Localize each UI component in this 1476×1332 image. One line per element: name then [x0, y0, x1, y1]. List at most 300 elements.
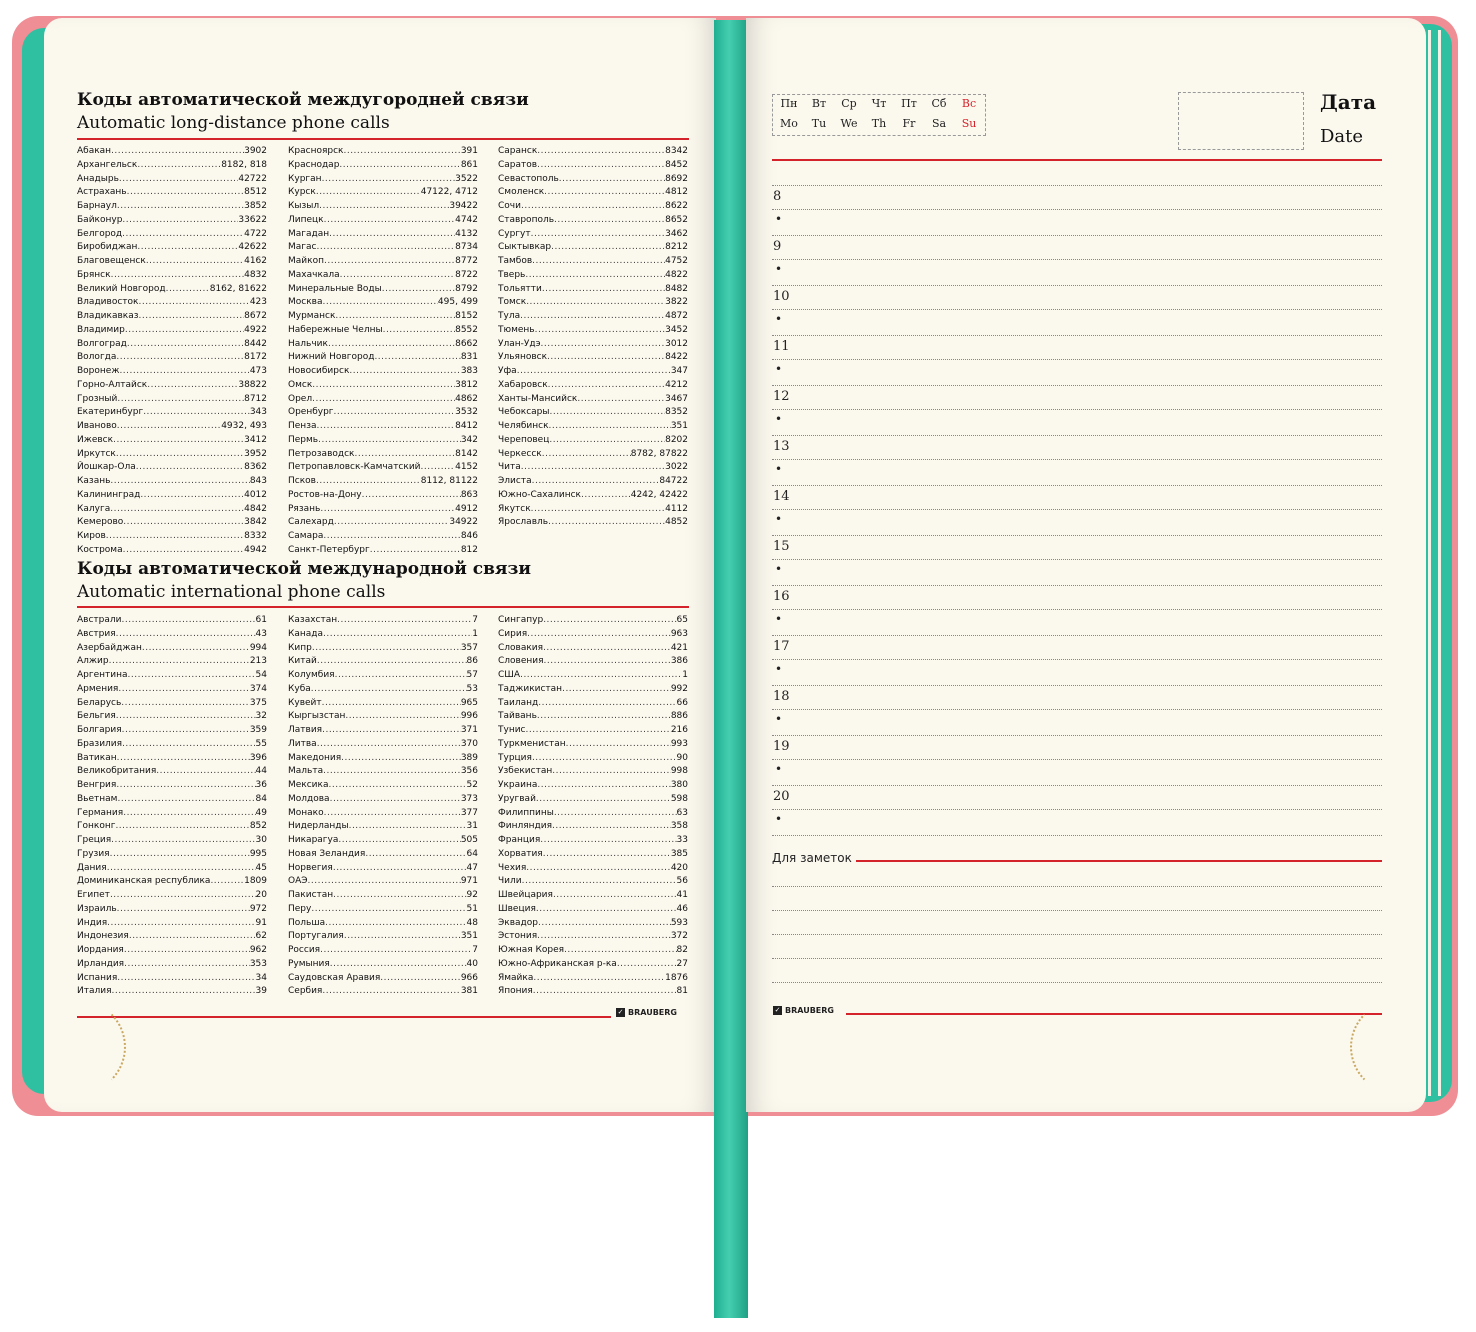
location-name: Пакистан — [288, 890, 334, 900]
dial-code: 42622 — [238, 242, 267, 253]
location-name: Киров — [77, 531, 106, 541]
dial-code: 4242, 42422 — [630, 489, 688, 500]
code-entry — [77, 889, 267, 903]
location-name: Смоленск — [498, 187, 545, 198]
dot-leader — [325, 917, 466, 931]
dial-code: 81 — [676, 986, 688, 997]
dial-code: 61 — [255, 615, 267, 625]
dot-leader — [312, 642, 461, 656]
code-entry — [288, 200, 478, 214]
location-name: Чебоксары — [498, 407, 550, 418]
location-name: Владикавказ — [77, 311, 139, 321]
code-entry — [288, 269, 478, 283]
dot-leader — [544, 655, 671, 669]
dot-leader — [536, 793, 671, 807]
location-name: Кемерово — [77, 517, 124, 528]
dot-leader — [335, 310, 455, 324]
location-name: Нижний Новгород — [288, 352, 375, 363]
dial-code: 965 — [460, 697, 478, 708]
location-name: Кувейт — [288, 697, 322, 708]
weekday-mo: Mo — [780, 117, 798, 130]
dot-leader — [549, 406, 665, 420]
dot-leader — [322, 173, 456, 187]
location-name: Молдова — [288, 793, 330, 804]
dot-leader — [543, 642, 671, 656]
location-name: Венгрия — [77, 780, 117, 790]
weekday-ср: Ср — [841, 97, 857, 110]
location-name: Грузия — [77, 848, 110, 859]
dot-leader — [122, 228, 244, 242]
dot-leader — [137, 159, 221, 173]
location-name: Саратов — [498, 159, 538, 170]
code-entry — [77, 159, 267, 173]
code-entry — [498, 475, 688, 489]
location-name: Кызыл — [288, 201, 320, 211]
dot-leader — [113, 434, 244, 448]
location-name: Филиппины — [498, 807, 554, 818]
location-name: Португалия — [288, 931, 344, 942]
code-entry — [288, 683, 478, 697]
hour-label: 16 — [773, 589, 790, 604]
domestic-rule — [77, 138, 689, 140]
dial-code: 48 — [466, 917, 478, 928]
location-name: Болгария — [77, 725, 122, 735]
location-name: Благовещенск — [77, 256, 146, 266]
ruled-line — [772, 559, 1382, 560]
code-entry — [498, 944, 688, 958]
hour-label: 9 — [773, 239, 782, 254]
dot-leader — [123, 544, 244, 558]
dot-leader — [329, 779, 467, 793]
dial-code: 8362 — [244, 462, 267, 473]
location-name: Никарагуа — [288, 835, 339, 845]
half-hour-bullet: • — [775, 612, 783, 626]
code-entry — [77, 214, 267, 228]
code-entry — [288, 530, 478, 544]
dial-code: 8552 — [455, 324, 478, 335]
dial-code: 831 — [460, 352, 478, 363]
hour-label: 11 — [773, 339, 790, 354]
code-entry — [498, 393, 688, 407]
dial-code: 84 — [255, 793, 267, 804]
code-entry — [288, 944, 478, 958]
code-entry — [288, 655, 478, 669]
dot-leader — [324, 214, 455, 228]
dial-code: 92 — [466, 890, 478, 900]
dial-code: 962 — [249, 945, 267, 955]
weekday-fr: Fr — [902, 117, 916, 130]
half-hour-bullet: • — [775, 462, 783, 476]
dial-code: 3012 — [665, 338, 688, 349]
schedule-top-rule — [772, 159, 1382, 161]
dot-leader — [527, 628, 671, 642]
dot-leader — [517, 365, 671, 379]
hour-label: 10 — [773, 289, 790, 304]
dial-code: 843 — [249, 476, 267, 486]
location-name: Эквадор — [498, 917, 538, 928]
location-name: Ханты-Мансийск — [498, 393, 578, 404]
code-entry — [77, 697, 267, 711]
location-name: Мальта — [288, 766, 324, 777]
location-name: Великий Новгород — [77, 283, 166, 294]
dot-leader — [112, 985, 256, 999]
dial-code: 36 — [255, 780, 267, 790]
location-name: Уругвай — [498, 793, 536, 804]
code-entry — [288, 145, 478, 159]
code-entry — [77, 958, 267, 972]
code-entry — [77, 985, 267, 999]
ruled-line — [772, 459, 1382, 460]
dot-leader — [554, 214, 665, 228]
location-name: Азербайджан — [77, 642, 142, 653]
location-name: Улан-Удэ — [498, 338, 541, 349]
dial-code: 370 — [460, 738, 478, 749]
code-entry — [498, 516, 688, 530]
dot-leader — [111, 834, 255, 848]
notes-ruled-line — [772, 982, 1382, 983]
dot-leader — [122, 214, 238, 228]
location-name: Краснодар — [288, 159, 340, 170]
dial-code: 593 — [670, 917, 688, 928]
dial-code: 3952 — [244, 448, 267, 459]
location-name: Россия — [288, 945, 321, 955]
dial-code: 996 — [460, 711, 478, 722]
location-name: Южно-Сахалинск — [498, 489, 581, 500]
hour-label: 19 — [773, 739, 790, 754]
dot-leader — [374, 351, 460, 365]
dot-leader — [538, 917, 671, 931]
location-name: Астрахань — [77, 187, 127, 198]
code-entry — [498, 903, 688, 917]
dial-code: 381 — [460, 986, 478, 997]
location-name: Узбекистан — [498, 766, 553, 777]
dial-code: 3462 — [665, 228, 688, 239]
code-entry — [288, 393, 478, 407]
ruled-line — [772, 809, 1382, 810]
code-entry — [77, 393, 267, 407]
code-entry — [498, 365, 688, 379]
location-name: Греция — [77, 835, 112, 845]
location-name: Барнаул — [77, 201, 117, 211]
code-entry — [498, 159, 688, 173]
dial-code: 33622 — [238, 214, 267, 225]
code-entry — [77, 406, 267, 420]
dial-code: 8332 — [244, 531, 267, 541]
dial-code: 20 — [255, 890, 267, 900]
notes-ruled-line — [772, 958, 1382, 959]
code-entry — [498, 420, 688, 434]
dial-code: 55 — [255, 738, 267, 749]
location-name: Оренбург — [288, 407, 334, 418]
code-entry — [498, 228, 688, 242]
code-entry — [498, 214, 688, 228]
notes-label: Для заметок — [772, 851, 852, 865]
hour-label: 13 — [773, 439, 790, 454]
dial-code: 846 — [460, 531, 478, 541]
dial-code: 3532 — [455, 407, 478, 418]
page-edge-line — [1428, 30, 1431, 1096]
dial-code: 380 — [670, 780, 688, 790]
code-entry — [498, 765, 688, 779]
code-entry — [77, 530, 267, 544]
location-name: Казань — [77, 476, 111, 486]
code-entry — [288, 338, 478, 352]
dial-code: 4132 — [455, 228, 478, 239]
dot-leader — [537, 710, 671, 724]
dial-code: 994 — [249, 642, 267, 653]
ruled-line — [772, 235, 1382, 236]
code-entry — [77, 475, 267, 489]
dot-leader — [311, 683, 467, 697]
code-entry — [77, 489, 267, 503]
code-entry — [498, 406, 688, 420]
code-entry — [498, 614, 688, 628]
location-name: Москва — [288, 297, 323, 308]
ruled-line — [772, 635, 1382, 636]
date-label-ru: Дата — [1320, 90, 1377, 114]
code-entry — [77, 903, 267, 917]
location-name: Колумбия — [288, 670, 335, 680]
code-entry — [498, 793, 688, 807]
dial-code: 8182, 818 — [221, 159, 267, 170]
location-name: Ставрополь — [498, 214, 555, 225]
code-entry — [498, 503, 688, 517]
code-entry — [288, 642, 478, 656]
dot-leader — [117, 200, 244, 214]
location-name: Пенза — [288, 421, 317, 431]
location-name: Ямайка — [498, 972, 534, 983]
dot-leader — [322, 724, 461, 738]
dot-leader — [532, 255, 665, 269]
dial-code: 4152 — [455, 462, 478, 473]
location-name: Нальчик — [288, 338, 328, 349]
dot-leader — [521, 461, 665, 475]
dial-code: 8734 — [455, 242, 478, 253]
dot-leader — [106, 530, 244, 544]
dial-code: 992 — [670, 683, 688, 694]
location-name: Набережные Челны — [288, 324, 383, 335]
code-entry — [498, 448, 688, 462]
notes-ruled-line — [772, 910, 1382, 911]
dial-code: 84722 — [659, 476, 688, 486]
dot-leader — [308, 875, 461, 889]
dial-code: 8352 — [665, 407, 688, 418]
page-edge-line — [1438, 30, 1441, 1096]
location-name: Словения — [498, 656, 544, 667]
dot-leader — [320, 944, 472, 958]
code-entry — [77, 848, 267, 862]
dot-leader — [330, 958, 467, 972]
weekday-th: Th — [871, 117, 887, 130]
location-name: Таджикистан — [498, 683, 563, 694]
dot-leader — [111, 269, 245, 283]
dial-code: 3522 — [455, 173, 478, 184]
dot-leader — [123, 807, 255, 821]
location-name: Армения — [77, 683, 119, 694]
hour-label: 15 — [773, 539, 790, 554]
location-name: Гонконг — [77, 821, 116, 832]
dot-leader — [334, 406, 456, 420]
half-hour-bullet: • — [775, 812, 783, 826]
left-footer-rule — [77, 1016, 611, 1018]
location-name: Иордания — [77, 945, 124, 955]
dial-code: 3467 — [665, 393, 688, 404]
dot-leader — [124, 944, 250, 958]
location-name: Хабаровск — [498, 379, 548, 390]
dial-code: 8152 — [455, 311, 478, 321]
half-hour-bullet: • — [775, 412, 783, 426]
code-entry — [288, 834, 478, 848]
dot-leader — [110, 889, 256, 903]
dial-code: 4722 — [244, 228, 267, 239]
dot-leader — [526, 296, 665, 310]
dot-leader — [549, 434, 665, 448]
code-entry — [498, 186, 688, 200]
dot-leader — [312, 379, 455, 393]
code-entry — [77, 862, 267, 876]
code-entry — [288, 765, 478, 779]
location-name: Пермь — [288, 434, 319, 445]
dial-code: 3812 — [455, 379, 478, 390]
code-entry — [288, 669, 478, 683]
location-name: Румыния — [288, 958, 330, 969]
dial-code: 8672 — [244, 311, 267, 321]
ruled-line — [772, 259, 1382, 260]
dial-code: 8412 — [455, 421, 478, 431]
dial-code: 8712 — [244, 393, 267, 404]
right-footer-rule — [846, 1013, 1382, 1015]
code-entry — [288, 614, 478, 628]
code-entry — [77, 461, 267, 475]
location-name: Ростов-на-Дону — [288, 489, 362, 500]
code-entry — [288, 930, 478, 944]
location-name: Индонезия — [77, 931, 129, 942]
dial-code: 374 — [249, 683, 267, 694]
code-entry — [77, 738, 267, 752]
location-name: Сургут — [498, 228, 531, 239]
code-entry — [498, 710, 688, 724]
brand-name: BRAUBERG — [785, 1006, 834, 1015]
date-box — [1178, 92, 1304, 150]
code-entry — [498, 697, 688, 711]
location-name: Южная Корея — [498, 945, 565, 955]
dot-leader — [138, 296, 249, 310]
location-name: Ирландия — [77, 958, 125, 969]
code-entry — [498, 200, 688, 214]
location-name: Севастополь — [498, 173, 559, 184]
location-name: Япония — [498, 986, 533, 997]
location-name: Санкт-Петербург — [288, 544, 370, 555]
location-name: Кыргызстан — [288, 711, 346, 722]
weekday-пн: Пн — [780, 97, 798, 110]
dial-code: 3842 — [244, 517, 267, 528]
half-hour-bullet: • — [775, 212, 783, 226]
code-entry — [288, 241, 478, 255]
code-entry — [288, 406, 478, 420]
domestic-codes-subtitle: Automatic long-distance phone calls — [77, 113, 390, 133]
dial-code: 213 — [249, 656, 267, 667]
location-name: Екатеринбург — [77, 407, 144, 418]
dial-code: 1876 — [665, 972, 688, 983]
code-entry — [77, 655, 267, 669]
location-name: Бельгия — [77, 711, 116, 722]
location-name: Салехард — [288, 517, 334, 528]
dial-code: 45 — [255, 862, 267, 873]
location-name: Анадырь — [77, 173, 119, 184]
dial-code: 852 — [249, 821, 267, 832]
dial-code: 473 — [249, 366, 267, 376]
code-entry — [77, 448, 267, 462]
location-name: Абакан — [77, 146, 112, 156]
dial-code: 57 — [466, 670, 478, 680]
weekday-пт: Пт — [901, 97, 917, 110]
location-name: Минеральные Воды — [288, 283, 382, 294]
dial-code: 495, 499 — [437, 297, 478, 308]
dial-code: 4852 — [665, 517, 688, 528]
ruled-line — [772, 385, 1382, 386]
dot-leader — [617, 958, 677, 972]
dot-leader — [535, 324, 666, 338]
dot-leader — [365, 848, 466, 862]
dial-code: 421 — [670, 642, 688, 653]
dial-code: 1 — [472, 628, 478, 639]
dot-leader — [122, 738, 255, 752]
dot-leader — [521, 200, 665, 214]
code-entry — [498, 434, 688, 448]
dial-code: 42722 — [238, 173, 267, 184]
code-entry — [498, 738, 688, 752]
dial-code: 505 — [460, 835, 478, 845]
dot-leader — [143, 406, 250, 420]
international-column-3 — [498, 614, 688, 999]
code-entry — [77, 186, 267, 200]
dial-code: 8652 — [665, 214, 688, 225]
code-entry — [77, 324, 267, 338]
code-entry — [288, 628, 478, 642]
location-name: Сирия — [498, 628, 528, 639]
dial-code: 39 — [255, 986, 267, 997]
dot-leader — [548, 516, 665, 530]
dot-leader — [320, 503, 455, 517]
location-name: Орел — [288, 393, 313, 404]
code-entry — [288, 420, 478, 434]
dot-leader — [533, 972, 665, 986]
brand-logo-left — [616, 1008, 677, 1017]
code-entry — [77, 544, 267, 558]
code-entry — [288, 296, 478, 310]
dot-leader — [533, 985, 677, 999]
dot-leader — [543, 614, 676, 628]
code-entry — [498, 461, 688, 475]
half-hour-bullet: • — [775, 312, 783, 326]
location-name: Курск — [288, 187, 316, 198]
ribbon-bookmark — [714, 20, 748, 1318]
international-codes-title: Коды автоматической международной связи — [77, 559, 531, 579]
dot-leader — [122, 724, 250, 738]
code-entry — [288, 738, 478, 752]
dial-code: 43 — [255, 628, 267, 639]
dial-code: 342 — [460, 434, 478, 445]
dial-code: 343 — [249, 407, 267, 418]
code-entry — [77, 779, 267, 793]
dial-code: 998 — [670, 766, 688, 777]
dial-code: 4862 — [455, 393, 478, 404]
dial-code: 993 — [670, 738, 688, 749]
ruled-line — [772, 409, 1382, 410]
code-entry — [288, 283, 478, 297]
dial-code: 8142 — [455, 448, 478, 459]
dot-leader — [531, 228, 665, 242]
